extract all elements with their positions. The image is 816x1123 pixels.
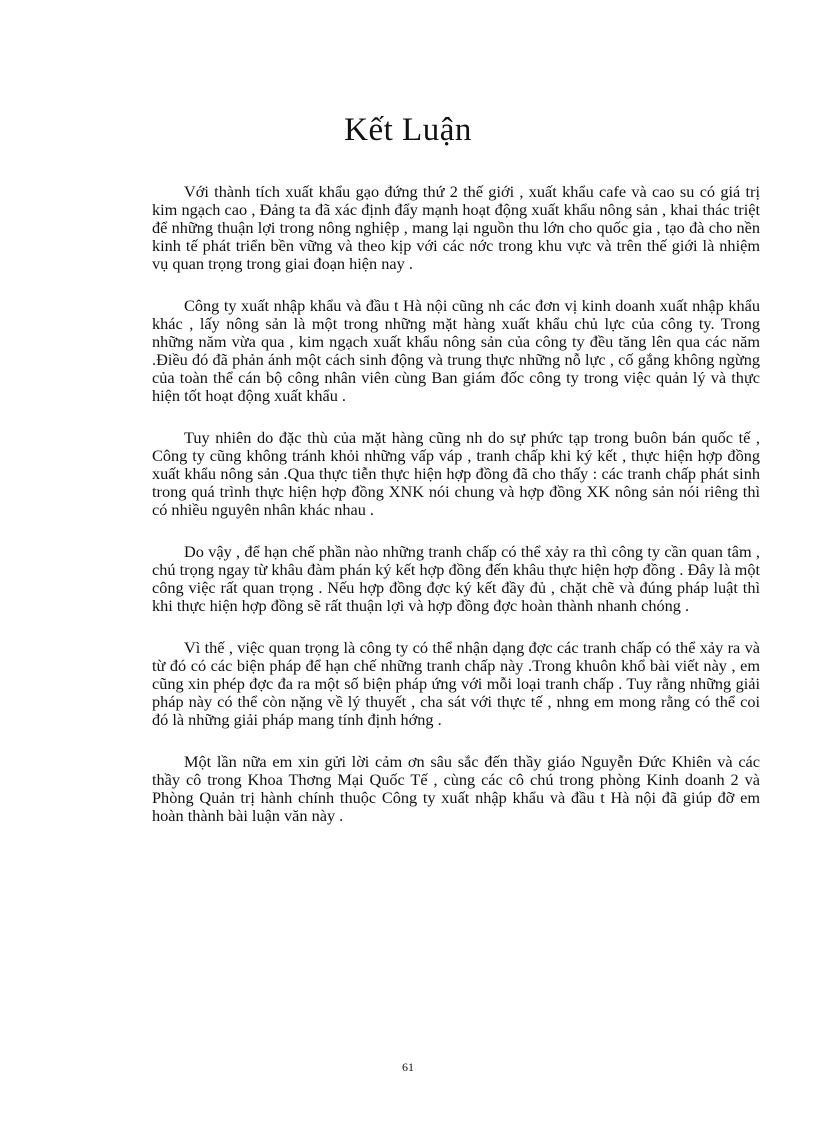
paragraph-1: Với thành tích xuất khẩu gạo đứng thứ 2 thế giới , xuất khẩu cafe và cao su có giá trị kim ngạch cao , Đảng ta đã xác định đẩy mạnh hoạt động xuất khẩu nông sản , khai thác triệt để những thuận lợi trong nông nghiệp , mang lại nguồn thu lớn cho quốc gia , tạo đà cho nền kinh tế phát triển bền vững và theo kịp với các nớc trong khu vực và trên thế giới là nhiệm vụ quan trọng trong giai đoạn hiện nay . [152,182,760,273]
paragraph-5: Vì thế , việc quan trọng là công ty có thể nhận dạng đợc các tranh chấp có thể xảy ra và từ đó có các biện pháp để hạn chế những tranh chấp này .Trong khuôn khổ bài viết này , em cũng xin phép đợc đa ra một số biện pháp ứng với mỗi loại tranh chấp . Tuy rằng những giải pháp này có thể còn nặng về lý thuyết , cha sát với thực tế , nhng em mong rằng có thể coi đó là những giải pháp mang tính định hớng . [152,638,760,729]
page-title: Kết Luận [344,112,472,148]
paragraph-2: Công ty xuất nhập khẩu và đầu t Hà nội cũng nh các đơn vị kinh doanh xuất nhập khẩu khác , lấy nông sản là một trong những mặt hàng xuất khẩu chủ lực của công ty. Trong những năm vừa qua , kim ngạch xuất khẩu nông sản của công ty đều tăng lên qua các năm .Điều đó đã phản ánh một cách sinh động và trung thực những nỗ lực , cố gắng không ngừng của toàn thể cán bộ công nhân viên cùng Ban giám đốc công ty trong việc quản lý và thực hiện tốt hoạt động xuất khẩu . [152,296,760,405]
paragraph-4: Do vậy , để hạn chế phần nào những tranh chấp có thể xảy ra thì công ty cần quan tâm , chú trọng ngay từ khâu đàm phán ký kết hợp đồng đến khâu thực hiện hợp đồng . Đây là một công việc rất quan trọng . Nếu hợp đồng đợc ký kết đầy đủ , chặt chẽ và đúng pháp luật thì khi thực hiện hợp đồng sẽ rất thuận lợi và hợp đồng đợc hoàn thành nhanh chóng . [152,542,760,615]
page-number: 61 [402,1060,414,1074]
document-body [152,183,760,825]
paragraph-6: Một lần nữa em xin gửi lời cảm ơn sâu sắc đến thầy giáo Nguyễn Đức Khiên và các thầy cô trong Khoa Thơng Mại Quốc Tế , cùng các cô chú trong phòng Kinh doanh 2 và Phòng Quản trị hành chính thuộc Công ty xuất nhập khẩu và đầu t Hà nội đã giúp đỡ em hoàn thành bài luận văn này . [152,752,760,825]
paragraph-3: Tuy nhiên do đặc thù của mặt hàng cũng nh do sự phức tạp trong buôn bán quốc tế , Công ty cũng không tránh khỏi những vấp váp , tranh chấp khi ký kết , thực hiện hợp đồng xuất khẩu nông sản .Qua thực tiễn thực hiện hợp đồng đã cho thấy : các tranh chấp phát sinh trong quá trình thực hiện hợp đồng XNK nói chung và hợp đồng XK nông sản nói riêng thì có nhiều nguyên nhân khác nhau . [152,428,760,519]
